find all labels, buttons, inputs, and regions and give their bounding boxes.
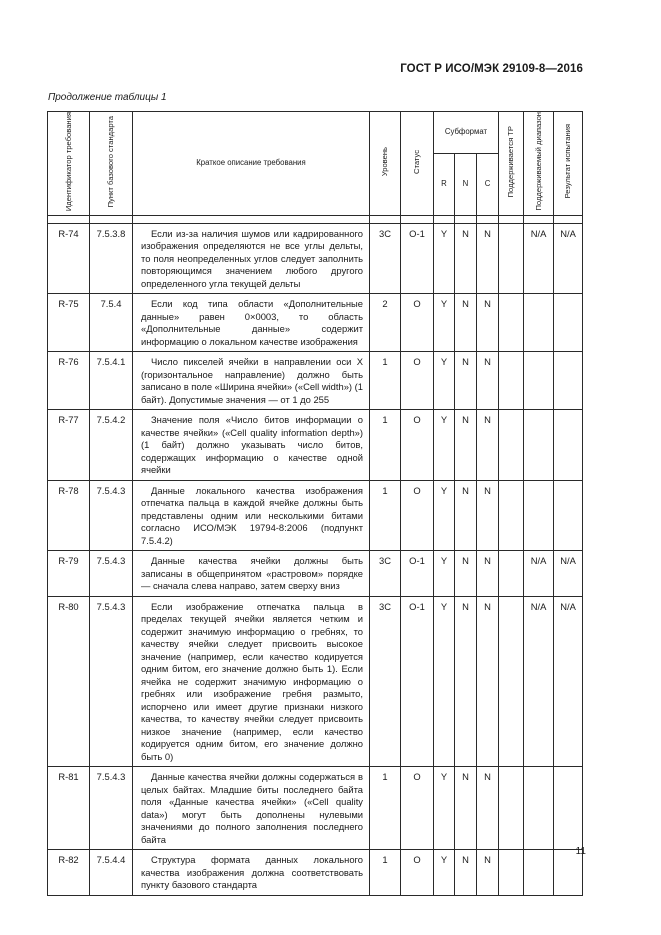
cell-result [554, 352, 583, 410]
cell-level: 1 [370, 767, 401, 850]
cell-n: N [455, 352, 477, 410]
cell-n: N [455, 294, 477, 352]
table-continuation-caption: Продолжение таблицы 1 [48, 92, 167, 103]
cell-r: Y [434, 480, 455, 551]
cell-r: Y [434, 596, 455, 767]
cell-id: R-82 [48, 850, 90, 896]
cell-tp [499, 551, 524, 597]
cell-clause: 7.5.4.3 [90, 767, 133, 850]
cell-n: N [455, 551, 477, 597]
cell-range [524, 294, 554, 352]
cell-c: N [477, 223, 499, 294]
cell-desc: Если из-за наличия шумов или кадрированного изображения определяются не все углы дельты, то поля неопределенных углов следует заполнить повторяющимся значением любого другого определенного угла текущей дельты [133, 223, 370, 294]
header-subformat: Субформат [434, 112, 499, 154]
header-status: Статус [401, 112, 434, 216]
cell-range: N/A [524, 223, 554, 294]
cell-n: N [455, 767, 477, 850]
table-row [48, 767, 583, 850]
cell-clause: 7.5.4.3 [90, 551, 133, 597]
cell-tp [499, 596, 524, 767]
cell-tp [499, 850, 524, 896]
cell-tp [499, 294, 524, 352]
cell-clause: 7.5.3.8 [90, 223, 133, 294]
cell-n: N [455, 410, 477, 481]
cell-desc: Значение поля «Число битов информации о качестве ячейки» («Cell quality information depth») (1 байт) должно указывать число битов, содержащих информацию о качестве одной ячейки [133, 410, 370, 481]
table-row [48, 294, 583, 352]
cell-n: N [455, 596, 477, 767]
table-row [48, 352, 583, 410]
cell-tp [499, 352, 524, 410]
cell-id: R-77 [48, 410, 90, 481]
cell-clause: 7.5.4.2 [90, 410, 133, 481]
header-level: Уровень [370, 112, 401, 216]
cell-clause: 7.5.4.4 [90, 850, 133, 896]
cell-tp [499, 410, 524, 481]
cell-range [524, 850, 554, 896]
cell-id: R-76 [48, 352, 90, 410]
table-row [48, 223, 583, 294]
cell-id: R-79 [48, 551, 90, 597]
cell-status: О-1 [401, 551, 434, 597]
cell-result [554, 410, 583, 481]
cell-status: О [401, 352, 434, 410]
cell-clause: 7.5.4.3 [90, 596, 133, 767]
header-sub-n: N [455, 154, 477, 215]
cell-clause: 7.5.4.3 [90, 480, 133, 551]
cell-result: N/A [554, 551, 583, 597]
cell-desc: Число пикселей ячейки в направлении оси X (горизонтальное направление) должно быть записано в поле «Ширина ячейки» («Cell width») (1 байт). Допустимые значения — от 1 до 255 [133, 352, 370, 410]
cell-c: N [477, 294, 499, 352]
cell-id: R-80 [48, 596, 90, 767]
cell-id: R-75 [48, 294, 90, 352]
cell-level: 1 [370, 850, 401, 896]
cell-tp [499, 480, 524, 551]
cell-status: О [401, 850, 434, 896]
cell-status: О [401, 294, 434, 352]
cell-range [524, 480, 554, 551]
cell-n: N [455, 480, 477, 551]
cell-id: R-74 [48, 223, 90, 294]
cell-status: О-1 [401, 223, 434, 294]
cell-result [554, 767, 583, 850]
cell-status: О-1 [401, 596, 434, 767]
cell-status: О [401, 767, 434, 850]
header-base-clause: Пункт базового стандарта [90, 112, 133, 216]
cell-level: 3С [370, 551, 401, 597]
cell-status: О [401, 480, 434, 551]
cell-c: N [477, 596, 499, 767]
header-range: Поддерживаемый диапазон [524, 112, 554, 216]
table-row [48, 596, 583, 767]
cell-result: N/A [554, 223, 583, 294]
cell-range: N/A [524, 551, 554, 597]
table-row [48, 850, 583, 896]
requirements-table [47, 111, 583, 896]
cell-desc: Если код типа области «Дополнительные данные» равен 0×0003, то область «Дополнительные данные» содержит информацию о локальном качестве изображения [133, 294, 370, 352]
cell-r: Y [434, 223, 455, 294]
table-row [48, 410, 583, 481]
cell-r: Y [434, 551, 455, 597]
header-sub-r: R [434, 154, 455, 215]
header-result: Результат испытания [554, 112, 583, 216]
header-sub-c: C [477, 154, 499, 215]
cell-desc: Данные локального качества изображения отпечатка пальца в каждой ячейке должны быть представлены одним или несколькими битами согласно ИСО/МЭК 19794-8:2006 (подпункт 7.5.4.2) [133, 480, 370, 551]
cell-r: Y [434, 410, 455, 481]
cell-r: Y [434, 352, 455, 410]
cell-range [524, 767, 554, 850]
cell-result: N/A [554, 596, 583, 767]
cell-desc: Данные качества ячейки должны быть записаны в общепринятом «растровом» порядке — сначала слева направо, затем сверху вниз [133, 551, 370, 597]
cell-desc: Структура формата данных локального качества изображения должна соответствовать пункту базового стандарта [133, 850, 370, 896]
cell-clause: 7.5.4 [90, 294, 133, 352]
page-number: 11 [575, 846, 586, 857]
cell-r: Y [434, 850, 455, 896]
cell-range [524, 352, 554, 410]
header-id: Идентификатор требования [48, 112, 90, 216]
cell-n: N [455, 223, 477, 294]
cell-desc: Данные качества ячейки должны содержаться в целых байтах. Младшие биты последнего байта поля «Данные качества ячейки» («Cell quality data») могут быть дополнены нулевыми значениями до полного заполнения последнего байта [133, 767, 370, 850]
cell-c: N [477, 850, 499, 896]
cell-result [554, 480, 583, 551]
header-description: Краткое описание требования [133, 112, 370, 216]
cell-r: Y [434, 767, 455, 850]
cell-c: N [477, 767, 499, 850]
cell-id: R-81 [48, 767, 90, 850]
cell-level: 1 [370, 480, 401, 551]
cell-c: N [477, 480, 499, 551]
table-row [48, 551, 583, 597]
cell-range [524, 410, 554, 481]
cell-tp [499, 767, 524, 850]
standard-designation: ГОСТ Р ИСО/МЭК 29109-8—2016 [400, 63, 583, 75]
cell-id: R-78 [48, 480, 90, 551]
cell-level: 1 [370, 352, 401, 410]
table-row [48, 480, 583, 551]
cell-c: N [477, 551, 499, 597]
cell-result [554, 294, 583, 352]
header-tp: Поддерживается ТР [499, 112, 524, 216]
cell-status: О [401, 410, 434, 481]
cell-level: 2 [370, 294, 401, 352]
cell-level: 3С [370, 223, 401, 294]
cell-desc: Если изображение отпечатка пальца в пределах текущей ячейки является четким и содержит значимую информацию о гребнях, то качеству ячейки следует присвоить высокое значение (например, если качество кодируется одним битом, его значение должно быть 1). Если ячейка не содержит значимую информацию о гребнях или изображение гребня размыто, испорчено или имеет другие признаки низкого качества, то качеству ячейки следует присвоить низкое значение (например, если качество кодируется одним битом, его значение должно быть 0) [133, 596, 370, 767]
cell-r: Y [434, 294, 455, 352]
cell-level: 3С [370, 596, 401, 767]
cell-c: N [477, 410, 499, 481]
cell-range: N/A [524, 596, 554, 767]
cell-clause: 7.5.4.1 [90, 352, 133, 410]
cell-level: 1 [370, 410, 401, 481]
cell-tp [499, 223, 524, 294]
cell-n: N [455, 850, 477, 896]
cell-c: N [477, 352, 499, 410]
